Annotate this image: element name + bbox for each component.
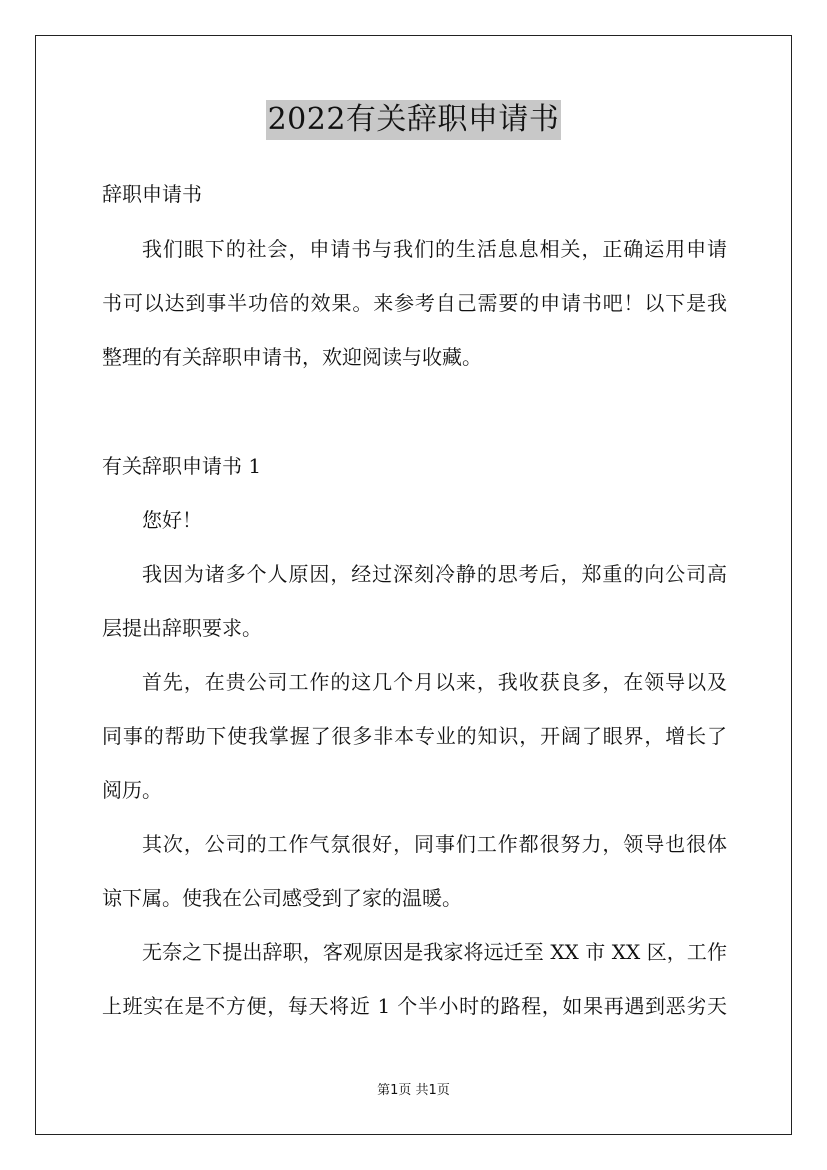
greeting: 您好！ [142,508,202,532]
title-container [0,100,827,140]
paragraph-line: 书可以达到事半功倍的效果。来参考自己需要的申请书吧！以下是我 [102,291,727,315]
paragraph-line: 其次，公司的工作气氛很好，同事们工作都很努力，领导也很体 [142,832,727,856]
document-title: 2022有关辞职申请书 [266,100,562,140]
paragraph-line: 我因为诸多个人原因，经过深刻冷静的思考后，郑重的向公司高 [142,562,727,586]
paragraph-line: 上班实在是不方便，每天将近 1 个半小时的路程，如果再遇到恶劣天 [102,994,727,1018]
letter-heading: 有关辞职申请书 1 [102,454,262,478]
paragraph-line: 首先，在贵公司工作的这几个月以来，我收获良多，在领导以及 [142,670,727,694]
paragraph-line: 我们眼下的社会，申请书与我们的生活息息相关，正确运用申请 [142,237,727,261]
paragraph-line: 同事的帮助下使我掌握了很多非本专业的知识，开阔了眼界，增长了 [102,724,727,748]
page-number-footer: 第1页 共1页 [377,1083,450,1098]
paragraph-line: 无奈之下提出辞职，客观原因是我家将远迁至 XX 市 XX 区，工作 [142,940,727,964]
paragraph-line: 层提出辞职要求。 [102,616,262,640]
section-heading: 辞职申请书 [102,182,202,206]
paragraph-line: 阅历。 [102,778,162,802]
paragraph-line: 整理的有关辞职申请书，欢迎阅读与收藏。 [102,345,482,369]
paragraph-line: 谅下属。使我在公司感受到了家的温暖。 [102,886,462,910]
